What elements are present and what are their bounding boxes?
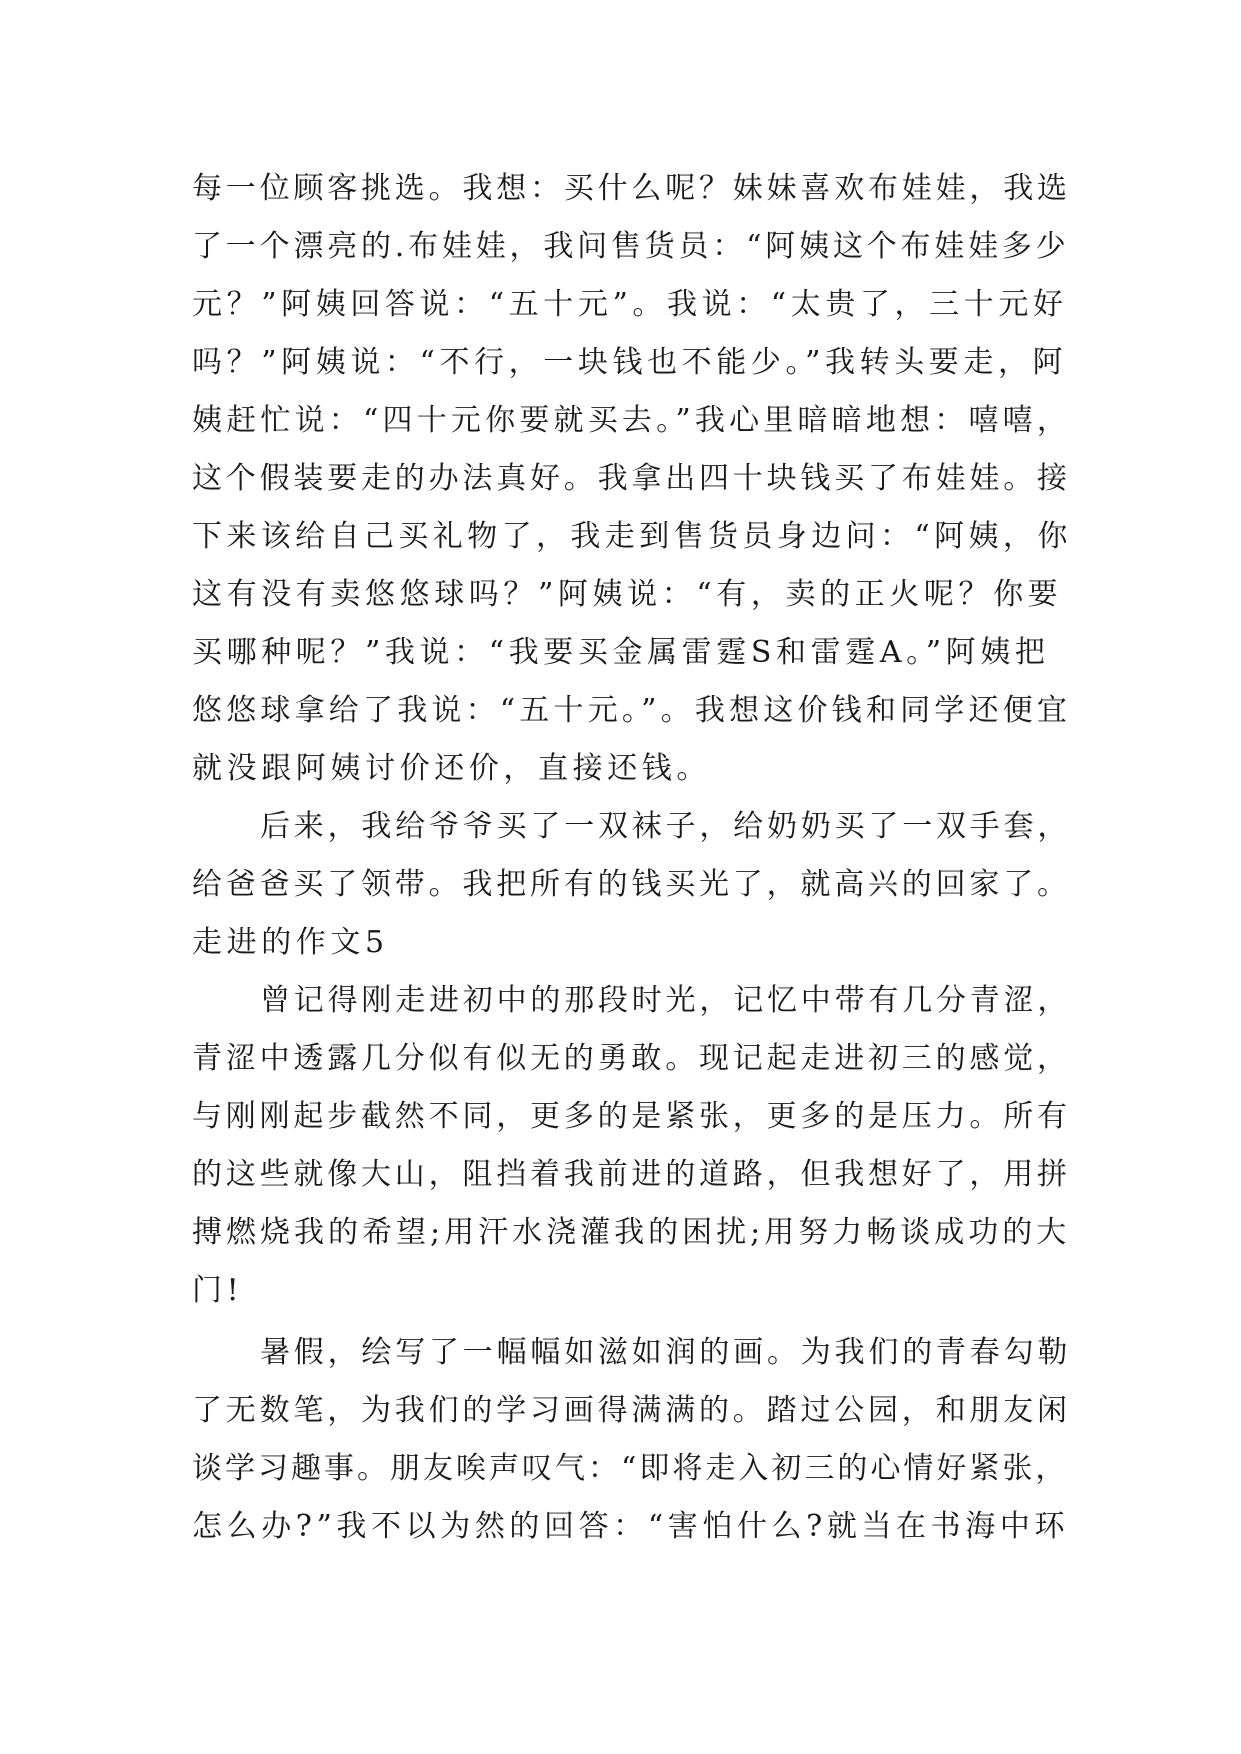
- text-line: 谈学习趣事。朋友唉声叹气：“即将走入初三的心情好紧张，: [192, 1451, 1069, 1486]
- text-line: 与刚刚起步截然不同，更多的是紧张，更多的是压力。所有: [192, 1099, 1071, 1134]
- text-line: 悠悠球拿给了我说：“五十元。”。我想这价钱和同学还便宜: [192, 693, 1072, 728]
- text-line: 买哪种呢？”我说：“我要买金属雷霆S和雷霆A。”阿姨把: [192, 635, 1050, 670]
- text-line: 了无数笔，为我们的学习画得满满的。踏过公园，和朋友闲: [192, 1393, 1071, 1428]
- paragraph-first-line: 后来，我给爷爷买了一双袜子，给奶奶买了一双手套，: [260, 809, 1072, 844]
- text-line: 这有没有卖悠悠球吗？”阿姨说：“有，卖的正火呢？你要: [192, 577, 1063, 612]
- text-line: 给爸爸买了领带。我把所有的钱买光了，就高兴的回家了。: [192, 867, 1071, 902]
- text-line: 下来该给自己买礼物了，我走到售货员身边问：“阿姨，你: [192, 519, 1072, 554]
- text-line: 了一个漂亮的.布娃娃，我问售货员：“阿姨这个布娃娃多少: [192, 229, 1070, 264]
- text-line: 这个假装要走的办法真好。我拿出四十块钱买了布娃娃。接: [192, 461, 1071, 496]
- text-line: 门!: [192, 1273, 244, 1308]
- text-line: 吗？”阿姨说：“不行，一块钱也不能少。”我转头要走，阿: [192, 345, 1068, 380]
- paragraph-first-line: 暑假，绘写了一幅幅如滋如润的画。为我们的青春勾勒: [260, 1335, 1072, 1370]
- text-line: 每一位顾客挑选。我想：买什么呢？妹妹喜欢布娃娃，我选: [192, 171, 1071, 206]
- text-line: 就没跟阿姨讨价还价，直接还钱。: [192, 751, 711, 786]
- section-heading: 走进的作文5: [192, 925, 389, 960]
- text-line: 青涩中透露几分似有似无的勇敢。现记起走进初三的感觉，: [192, 1041, 1071, 1076]
- text-line: 怎么办?”我不以为然的回答：“害怕什么?就当在书海中环: [192, 1509, 1070, 1544]
- text-line: 姨赶忙说：“四十元你要就买去。”我心里暗暗地想：嘻嘻，: [192, 403, 1072, 438]
- text-line: 搏燃烧我的希望;用汗水浇灌我的困扰;用努力畅谈成功的大: [192, 1215, 1071, 1250]
- text-line: 的这些就像大山，阻挡着我前进的道路，但我想好了，用拼: [192, 1157, 1071, 1192]
- paragraph-first-line: 曾记得刚走进初中的那段时光，记忆中带有几分青涩，: [260, 983, 1072, 1018]
- text-line: 元？”阿姨回答说：“五十元”。我说：“太贵了，三十元好: [192, 287, 1068, 322]
